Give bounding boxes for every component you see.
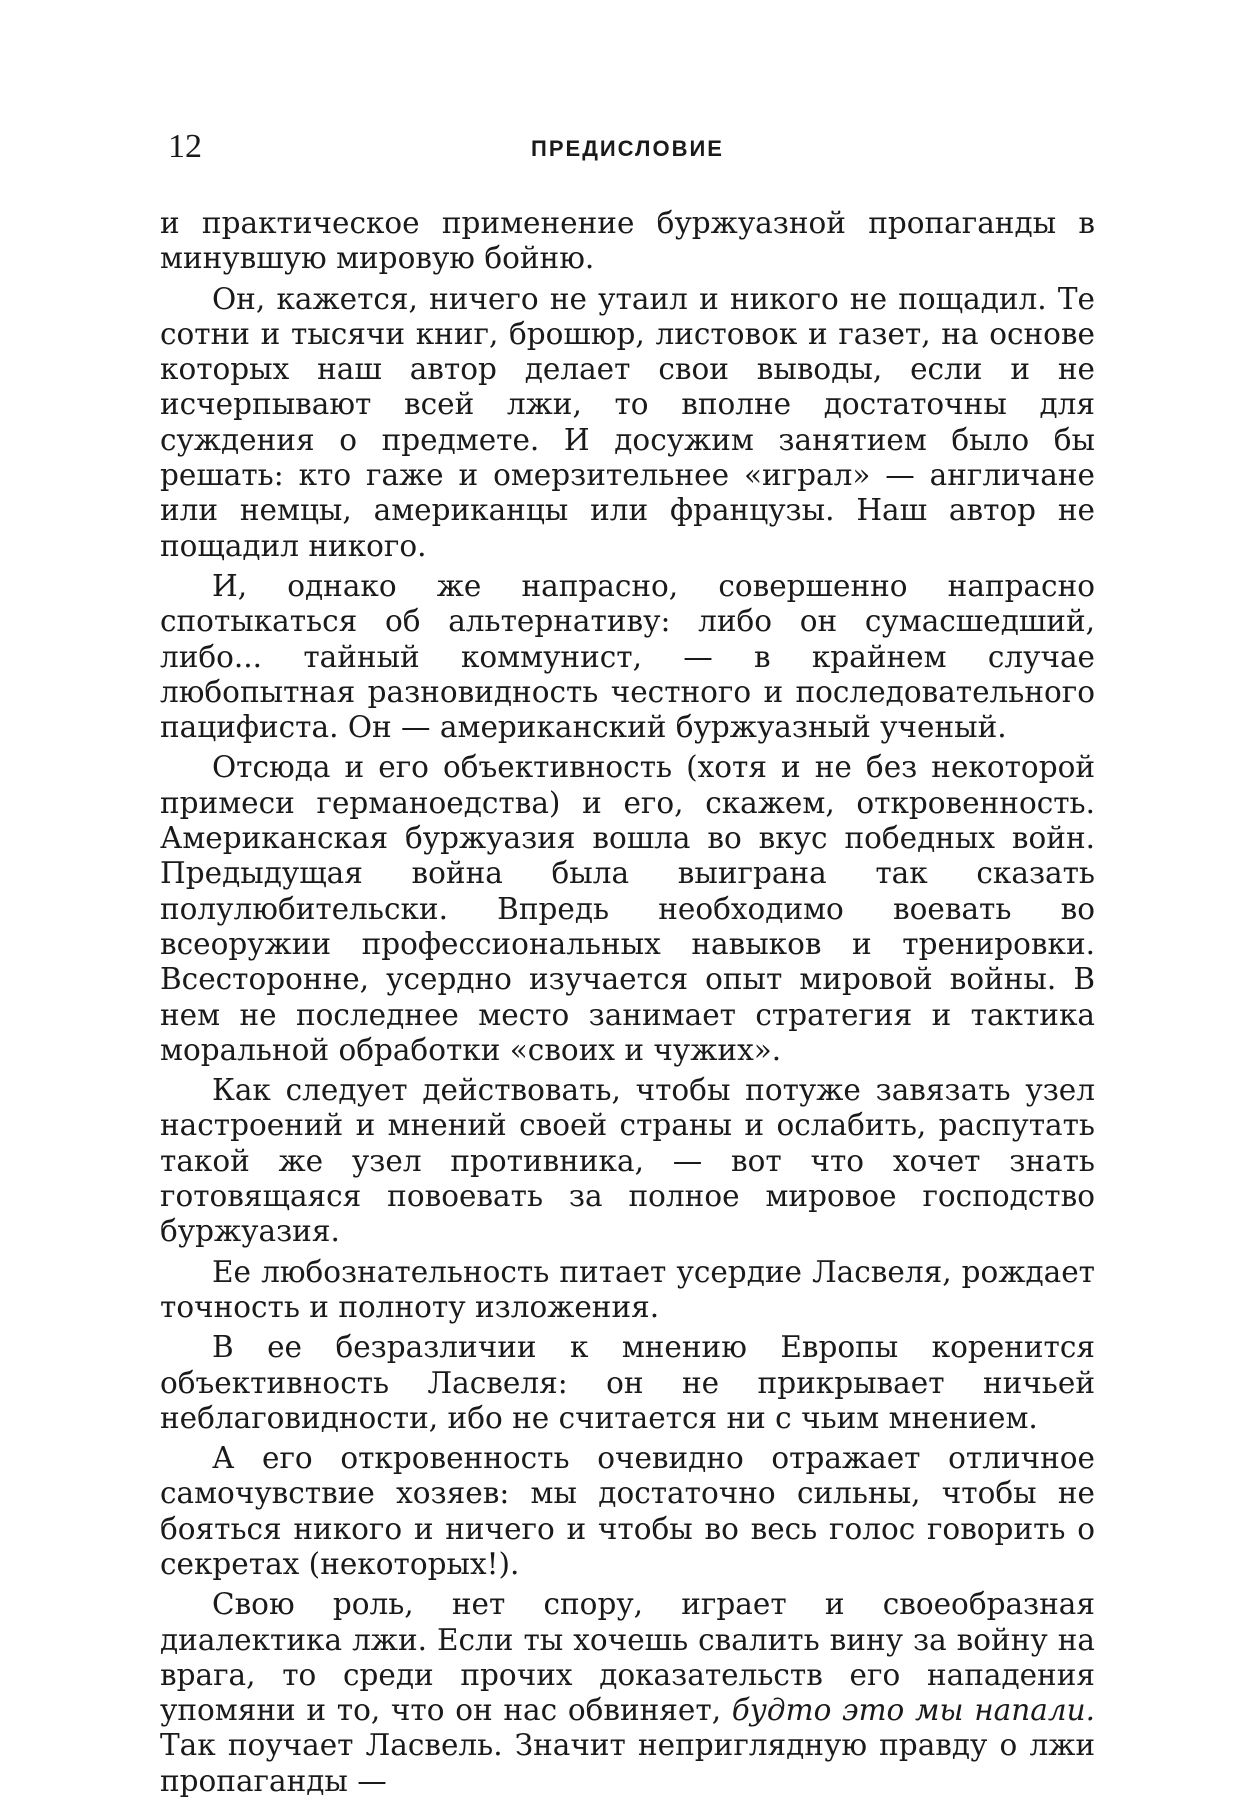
italic-quote: будто это мы напали. [731, 1693, 1095, 1728]
page-header [160, 128, 1095, 172]
paragraph-final [160, 1587, 1095, 1799]
paragraph: Он, кажется, ничего не утаил и никого не пощадил. Те сотни и тысячи книг, брошюр, листовок и газет, на основе которых наш автор делает свои выводы, если и не исчерпывают всей лжи, то вполне достаточны для суждения о предмете. И досужим занятием было бы решать: кто гаже и омерзительнее «играл» — англичане или немцы, американцы или французы. Наш автор не пощадил никого. [160, 281, 1095, 563]
paragraph: Как следует действовать, чтобы потуже завязать узел настроений и мнений своей страны и ослабить, распутать такой же узел противника, — вот что хочет знать готовящаяся повоевать за полное мировое господство буржуазия. [160, 1073, 1095, 1249]
paragraph-text: Свою роль, нет спору, играет и своеобразная диалектика лжи. Если ты хочешь свалить вину за войну на врага, то среди прочих доказательств его нападения упомяни и то, что он нас обвиняет, [160, 1587, 1095, 1728]
paragraph: И, однако же напрасно, совершенно напрасно спотыкаться об альтернативу: либо он сумасшедший, либо... тайный коммунист, — в крайнем случае любопытная разновидность честного и последовательного пацифиста. Он — американский буржуазный ученый. [160, 568, 1095, 745]
paragraph: Ее любознательность питает усердие Ласвеля, рождает точность и полноту изложения. [160, 1254, 1095, 1324]
paragraph-text: Так поучает Ласвель. Значит неприглядную правду о лжи пропаганды — [160, 1728, 1095, 1798]
paragraph-continuation: и практическое применение буржуазной пропаганды в минувшую мировую бойню. [160, 206, 1095, 276]
text-body [160, 206, 1095, 1804]
running-title: ПРЕДИСЛОВИЕ [531, 136, 724, 161]
page-number: 12 [168, 128, 202, 165]
paragraph: В ее безразличии к мнению Европы коренится объективность Ласвеля: он не прикрывает ничьей неблаговидности, ибо не считается ни с чьим мнением. [160, 1330, 1095, 1435]
paragraph: А его откровенность очевидно отражает отличное самочувствие хозяев: мы достаточно сильны, чтобы не бояться никого и ничего и чтобы во весь голос говорить о секретах (некоторых!). [160, 1441, 1095, 1581]
paragraph: Отсюда и его объективность (хотя и не без некоторой примеси германоедства) и его, скажем, откровенность. Американская буржуазия вошла во вкус победных войн. Предыдущая война была выиграна так сказать полулюбительски. Впредь необходимо воевать во всеоружии профессиональных навыков и тренировки. Всесторонне, усердно изучается опыт мировой войны. В нем не последнее место занимает стратегия и тактика моральной обработки «своих и чужих». [160, 750, 1095, 1067]
